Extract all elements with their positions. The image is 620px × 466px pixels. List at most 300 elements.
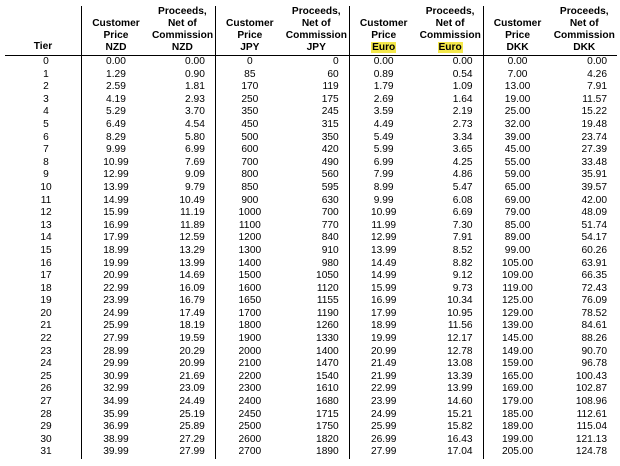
proceeds-cell: 315 [321,118,339,130]
table-row [5,258,617,271]
customer-price-cell: 25.00 [483,106,551,119]
tier-cell: 26 [40,383,52,395]
currency-label: JPY [306,42,326,53]
tier-cell: 6 [43,131,49,143]
customer-price-cell: 165.00 [483,371,551,384]
customer-price-cell: 2300 [215,383,283,396]
customer-price-cell: 250 [215,94,283,107]
proceeds-cell: 7.91 [587,81,607,93]
customer-price-cell: 159.00 [483,358,551,371]
tier-cell: 19 [40,295,52,307]
proceeds-cell: 3.65 [452,144,473,156]
customer-price-cell: 0.00 [483,56,551,69]
customer-price-cell: 500 [215,132,283,145]
tier-cell: 17 [40,270,52,282]
customer-price-cell: 7.00 [483,69,551,82]
proceeds-cell: 90.70 [581,345,607,357]
proc-header-line: Commission [419,30,481,41]
proceeds-cell: 1050 [316,270,339,282]
proceeds-cell: 24.49 [179,396,205,408]
price-column-header-1 [215,6,283,56]
customer-price-cell: 10.99 [82,157,150,170]
customer-price-cell: 16.99 [82,220,150,233]
tier-cell: 1 [43,68,49,80]
customer-price-cell: 1000 [215,207,283,220]
customer-price-cell: 6.99 [349,157,417,170]
customer-price-cell: 189.00 [483,421,551,434]
proceeds-cell: 2.93 [185,93,205,105]
proceeds-cell: 595 [321,181,339,193]
tier-cell: 16 [40,257,52,269]
proceeds-cell: 17.04 [447,446,473,458]
customer-price-cell: 15.99 [349,283,417,296]
proceeds-cell: 1400 [316,345,339,357]
customer-price-cell: 17.99 [349,308,417,321]
proceeds-cell: 770 [321,219,339,231]
proceeds-cell: 9.73 [452,282,473,294]
proceeds-cell: 420 [321,144,339,156]
tier-cell: 9 [43,169,49,181]
currency-label: Euro [372,42,396,53]
customer-price-cell: 28.99 [82,346,150,359]
currency-label-wrap [352,42,416,54]
proc-column-header-1 [284,6,349,56]
proceeds-cell: 112.61 [576,408,607,420]
proceeds-cell: 4.86 [452,169,473,181]
customer-price-cell: 1600 [215,283,283,296]
proceeds-cell: 72.43 [581,282,607,294]
proceeds-cell: 6.08 [452,194,473,206]
proceeds-cell: 1330 [316,333,339,345]
customer-price-cell: 13.00 [483,81,551,94]
customer-price-cell: 179.00 [483,396,551,409]
customer-price-cell: 8.29 [82,132,150,145]
customer-price-cell: 1400 [215,258,283,271]
proceeds-cell: 13.99 [447,383,473,395]
table-row [5,182,617,195]
proceeds-cell: 12.17 [447,333,473,345]
proceeds-cell: 3.34 [452,131,473,143]
proceeds-cell: 350 [321,131,339,143]
proceeds-cell: 63.91 [581,257,607,269]
customer-price-cell: 2000 [215,346,283,359]
customer-price-cell: 2200 [215,371,283,384]
price-header-line: Customer [92,18,140,29]
tier-cell: 22 [40,333,52,345]
proceeds-cell: 115.04 [576,421,607,433]
customer-price-cell: 8.99 [349,182,417,195]
table-row [5,232,617,245]
proceeds-cell: 19.59 [179,333,205,345]
proceeds-cell: 1540 [316,370,339,382]
proceeds-cell: 1820 [316,433,339,445]
currency-label: Euro [438,42,462,53]
proceeds-cell: 60 [327,68,339,80]
customer-price-cell: 2500 [215,421,283,434]
proceeds-cell: 2.73 [452,118,473,130]
tier-cell: 23 [40,345,52,357]
customer-price-cell: 139.00 [483,320,551,333]
customer-price-cell: 1800 [215,320,283,333]
customer-price-cell: 145.00 [483,333,551,346]
customer-price-cell: 25.99 [349,421,417,434]
customer-price-cell: 65.00 [483,182,551,195]
customer-price-cell: 7.99 [349,169,417,182]
proceeds-cell: 12.59 [179,232,205,244]
proceeds-cell: 25.89 [179,421,205,433]
table-row [5,295,617,308]
proceeds-cell: 6.99 [185,144,205,156]
customer-price-cell: 55.00 [483,157,551,170]
table-row [5,396,617,409]
tier-cell: 20 [40,307,52,319]
proceeds-cell: 7.30 [452,219,473,231]
proceeds-cell: 76.09 [581,295,607,307]
customer-price-cell: 850 [215,182,283,195]
proc-header-line: Proceeds, [559,6,609,17]
proceeds-cell: 15.82 [447,421,473,433]
proceeds-cell: 910 [321,244,339,256]
proceeds-cell: 980 [321,257,339,269]
proceeds-cell: 13.29 [179,244,205,256]
proc-column-header-2 [418,6,483,56]
customer-price-cell: 39.99 [82,446,150,459]
customer-price-cell: 1300 [215,245,283,258]
table-row [5,446,617,459]
proceeds-cell: 9.12 [452,270,473,282]
customer-price-cell: 26.99 [349,434,417,447]
table-body [5,56,617,460]
table-header [5,6,617,56]
tier-cell: 7 [43,144,49,156]
customer-price-cell: 109.00 [483,270,551,283]
tier-cell: 3 [43,93,49,105]
proceeds-cell: 88.26 [581,333,607,345]
table-row [5,333,617,346]
tier-cell: 11 [40,194,52,206]
customer-price-cell: 19.00 [483,94,551,107]
customer-price-cell: 35.99 [82,409,150,422]
proc-header-line: Net of [301,18,331,29]
proceeds-cell: 0.00 [452,56,473,67]
proceeds-cell: 3.70 [185,106,205,118]
customer-price-cell: 185.00 [483,409,551,422]
proceeds-cell: 1.64 [452,93,473,105]
proceeds-cell: 16.79 [179,295,205,307]
table-row [5,270,617,283]
proceeds-cell: 245 [321,106,339,118]
currency-label: NZD [105,42,127,53]
proceeds-cell: 2.19 [452,106,473,118]
proc-header-line: Proceeds, [158,6,207,17]
customer-price-cell: 700 [215,157,283,170]
customer-price-cell: 25.99 [82,320,150,333]
proceeds-cell: 1750 [316,421,339,433]
proceeds-cell: 17.49 [179,307,205,319]
customer-price-cell: 17.99 [82,232,150,245]
price-column-header-0 [82,6,150,56]
proceeds-cell: 96.78 [581,358,607,370]
proceeds-cell: 1.81 [185,81,205,93]
proceeds-cell: 78.52 [581,307,607,319]
customer-price-cell: 21.49 [349,358,417,371]
proceeds-cell: 102.87 [575,383,607,395]
customer-price-cell: 34.99 [82,396,150,409]
proceeds-cell: 11.19 [180,207,205,219]
price-header-line: Customer [226,18,274,29]
proceeds-cell: 7.91 [452,232,473,244]
customer-price-cell: 39.00 [483,132,551,145]
proceeds-cell: 18.19 [179,320,205,332]
proceeds-cell: 1120 [316,282,339,294]
proceeds-cell: 8.82 [452,257,473,269]
customer-price-cell: 2100 [215,358,283,371]
table-row [5,94,617,107]
customer-price-cell: 2.69 [349,94,417,107]
customer-price-cell: 1.29 [82,69,150,82]
proceeds-cell: 1715 [316,408,339,420]
customer-price-cell: 0.00 [349,56,417,69]
customer-price-cell: 125.00 [483,295,551,308]
table-row [5,69,617,82]
customer-price-cell: 0.89 [349,69,417,82]
customer-price-cell: 2.59 [82,81,150,94]
customer-price-cell: 19.99 [349,333,417,346]
table-row [5,119,617,132]
price-header-line: Price [371,30,397,41]
proceeds-cell: 27.99 [179,446,205,458]
currency-label-wrap [152,42,213,54]
table-row [5,371,617,384]
proceeds-cell: 9.09 [185,169,205,181]
customer-price-cell: 29.99 [82,358,150,371]
proceeds-cell: 0.54 [452,68,473,80]
currency-label: DKK [573,42,596,53]
tier-cell: 14 [40,232,52,244]
proceeds-cell: 9.79 [185,181,205,193]
proceeds-cell: 100.43 [575,370,607,382]
price-tier-table-container [5,6,617,459]
customer-price-cell: 2600 [215,434,283,447]
proceeds-cell: 4.54 [185,118,205,130]
customer-price-cell: 22.99 [82,283,150,296]
table-row [5,283,617,296]
table-row [5,195,617,208]
table-row [5,245,617,258]
tier-cell: 18 [40,282,52,294]
table-row [5,409,617,422]
proceeds-cell: 16.43 [447,433,473,445]
customer-price-cell: 1650 [215,295,283,308]
customer-price-cell: 59.00 [483,169,551,182]
customer-price-cell: 4.19 [82,94,150,107]
table-row [5,320,617,333]
proc-header-line: Net of [435,18,465,29]
proceeds-cell: 13.08 [447,358,473,370]
proc-header-line: Net of [167,18,197,29]
proceeds-cell: 14.69 [179,270,205,282]
customer-price-cell: 1500 [215,270,283,283]
customer-price-cell: 119.00 [483,283,551,296]
table-row [5,144,617,157]
proceeds-cell: 0 [333,56,339,67]
proceeds-cell: 4.25 [452,156,473,168]
table-row [5,220,617,233]
customer-price-cell: 13.99 [349,245,417,258]
customer-price-cell: 169.00 [483,383,551,396]
proceeds-cell: 1890 [316,446,339,458]
customer-price-cell: 14.49 [349,258,417,271]
currency-label-wrap [420,42,481,54]
tier-cell: 8 [43,156,49,168]
customer-price-cell: 4.49 [349,119,417,132]
proceeds-cell: 10.95 [447,307,473,319]
proceeds-cell: 175 [321,93,339,105]
proceeds-cell: 1610 [316,383,339,395]
proceeds-cell: 14.60 [447,396,473,408]
currency-label: JPY [240,42,260,53]
customer-price-cell: 1200 [215,232,283,245]
customer-price-cell: 13.99 [82,182,150,195]
proceeds-cell: 11.57 [582,93,607,105]
price-header-line: Price [237,30,263,41]
customer-price-cell: 0 [215,56,283,69]
price-header-line: Customer [359,18,408,29]
customer-price-cell: 450 [215,119,283,132]
tier-column-header: Tier [5,6,82,56]
proceeds-cell: 66.35 [581,270,607,282]
proceeds-cell: 42.00 [581,194,607,206]
tier-cell: 15 [40,244,52,256]
table-row [5,308,617,321]
customer-price-cell: 21.99 [349,371,417,384]
customer-price-cell: 2400 [215,396,283,409]
customer-price-cell: 1.79 [349,81,417,94]
proceeds-cell: 108.96 [575,396,607,408]
customer-price-cell: 2450 [215,409,283,422]
table-row [5,358,617,371]
proceeds-cell: 25.19 [179,408,205,420]
proc-header-line: Commission [285,30,347,41]
proc-header-line: Proceeds, [291,6,341,17]
table-row [5,346,617,359]
tier-cell: 24 [40,358,52,370]
proceeds-cell: 20.29 [179,345,205,357]
table-row [5,132,617,145]
currency-label-wrap [218,42,282,54]
customer-price-cell: 22.99 [349,383,417,396]
customer-price-cell: 27.99 [349,446,417,459]
customer-price-cell: 18.99 [349,320,417,333]
proceeds-cell: 121.13 [575,433,607,445]
proceeds-cell: 11.56 [447,320,473,332]
customer-price-cell: 3.59 [349,106,417,119]
table-row [5,383,617,396]
proceeds-cell: 10.34 [447,295,473,307]
proc-header-line: Proceeds, [425,6,475,17]
proceeds-cell: 1680 [316,396,339,408]
proceeds-cell: 33.48 [581,156,607,168]
customer-price-cell: 199.00 [483,434,551,447]
customer-price-cell: 350 [215,106,283,119]
customer-price-cell: 89.00 [483,232,551,245]
price-column-header-3 [483,6,551,56]
tier-cell: 21 [40,320,52,332]
proceeds-cell: 19.48 [581,118,607,130]
customer-price-cell: 45.00 [483,144,551,157]
price-header-line: Customer [493,18,542,29]
customer-price-cell: 24.99 [82,308,150,321]
table-row [5,434,617,447]
customer-price-cell: 5.29 [82,106,150,119]
customer-price-cell: 900 [215,195,283,208]
proceeds-cell: 630 [321,194,339,206]
customer-price-cell: 18.99 [82,245,150,258]
customer-price-cell: 27.99 [82,333,150,346]
customer-price-cell: 12.99 [349,232,417,245]
tier-cell: 28 [40,408,52,420]
customer-price-cell: 36.99 [82,421,150,434]
customer-price-cell: 24.99 [349,409,417,422]
proceeds-cell: 5.47 [452,181,473,193]
customer-price-cell: 800 [215,169,283,182]
proceeds-cell: 21.69 [179,370,205,382]
tier-cell: 13 [40,219,52,231]
customer-price-cell: 12.99 [82,169,150,182]
tier-cell: 27 [40,396,52,408]
proceeds-cell: 840 [321,232,339,244]
proceeds-cell: 1155 [316,295,339,307]
table-row [5,106,617,119]
proceeds-cell: 8.52 [452,244,473,256]
tier-cell: 25 [40,370,52,382]
proceeds-cell: 35.91 [581,169,607,181]
tier-cell: 5 [43,118,49,130]
proceeds-cell: 0.00 [185,56,205,67]
proceeds-cell: 1.09 [452,81,473,93]
proceeds-cell: 13.99 [179,257,205,269]
customer-price-cell: 99.00 [483,245,551,258]
proceeds-cell: 20.99 [179,358,205,370]
currency-label-wrap [286,42,347,54]
proceeds-cell: 4.26 [587,68,607,80]
proceeds-cell: 15.21 [447,408,473,420]
currency-label: NZD [171,42,193,53]
header-row [5,6,617,56]
proceeds-cell: 15.22 [581,106,607,118]
proceeds-cell: 12.78 [447,345,473,357]
proc-header-line: Net of [569,18,599,29]
customer-price-cell: 600 [215,144,283,157]
table-row [5,421,617,434]
customer-price-cell: 2700 [215,446,283,459]
proceeds-cell: 0.00 [587,56,607,67]
proceeds-cell: 39.57 [581,181,607,193]
table-row [5,81,617,94]
price-header-line: Price [505,30,530,41]
currency-label-wrap [486,42,550,54]
proc-column-header-0 [150,6,215,56]
tier-cell: 0 [43,56,49,67]
customer-price-cell: 85.00 [483,220,551,233]
customer-price-cell: 14.99 [82,195,150,208]
currency-label: DKK [506,42,529,53]
proceeds-cell: 51.74 [581,219,607,231]
proceeds-cell: 119 [322,81,339,93]
proc-header-line: Commission [151,30,214,41]
proceeds-cell: 60.26 [581,244,607,256]
customer-price-cell: 16.99 [349,295,417,308]
